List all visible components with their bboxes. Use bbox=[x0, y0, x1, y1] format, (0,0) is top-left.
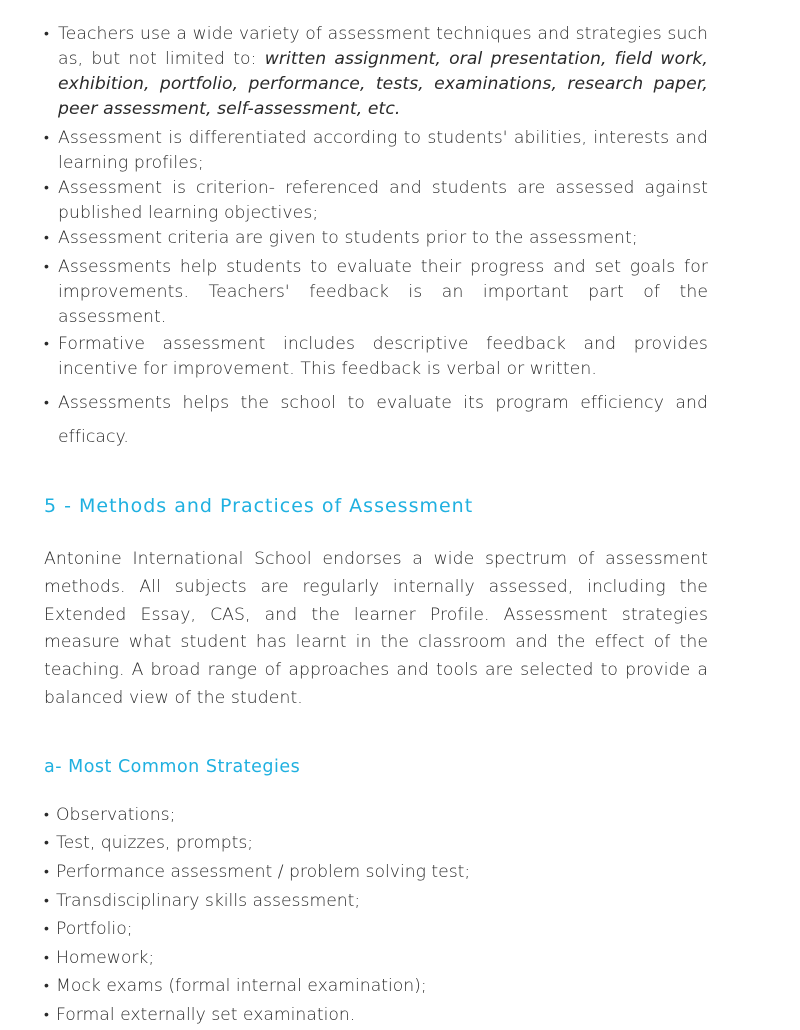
subheading: a- Most Common Strategies bbox=[44, 756, 301, 777]
document-page bbox=[44, 22, 708, 1030]
section-paragraph: Antonine International School endorses a wide spectrum of assessment methods. All subjects are regularly internally assessed, including the Extended Essay, CAS, and the learner Profile. Assessment strategies measure what student has learnt in the classroom and the effect of the teaching. A broad range of approaches and tools are selected to provide a balanced view of the student. bbox=[44, 549, 708, 708]
bullet-item: • Assessment criteria are given to students prior to the assessment; bbox=[44, 226, 708, 251]
bullet-item: • Assessments help students to evaluate their progress and set goals for improvements. Teachers' feedback is an important part of the assessment. bbox=[44, 255, 708, 330]
bullet-item: • Assessment is differentiated according to students' abilities, interests and learning profiles; bbox=[44, 126, 708, 176]
section-heading: 5 - Methods and Practices of Assessment bbox=[44, 495, 474, 517]
bullet-italic-text: written assignment, oral presentation, field work, exhibition, portfolio, performance, tests, examinations, research paper, peer assessment, self-assessment, etc. bbox=[58, 49, 708, 119]
strategy-item: • Homework; bbox=[44, 944, 708, 973]
strategy-item: • Transdisciplinary skills assessment; bbox=[44, 887, 708, 916]
assessment-bullet-list bbox=[44, 22, 708, 454]
strategy-item: • Mock exams (formal internal examination); bbox=[44, 972, 708, 1001]
bullet-item: • Formative assessment includes descriptive feedback and provides incentive for improvement. This feedback is verbal or written. bbox=[44, 332, 708, 382]
strategy-item: • Portfolio; bbox=[44, 915, 708, 944]
strategies-list bbox=[44, 801, 708, 1030]
strategy-item: • Formal externally set examination. bbox=[44, 1001, 708, 1030]
bullet-item: • Assessments helps the school to evaluate its program efficiency and efficacy. bbox=[44, 386, 708, 454]
strategy-item: • Performance assessment / problem solving test; bbox=[44, 858, 708, 887]
bullet-item bbox=[44, 22, 708, 122]
strategy-item: • Observations; bbox=[44, 801, 708, 830]
strategy-item: • Test, quizzes, prompts; bbox=[44, 829, 708, 858]
bullet-item: • Assessment is criterion- referenced and students are assessed against published learning objectives; bbox=[44, 176, 708, 226]
bullet-text: Teachers use a wide variety of assessment techniques and strategies such as, but not limited to: bbox=[58, 24, 708, 69]
